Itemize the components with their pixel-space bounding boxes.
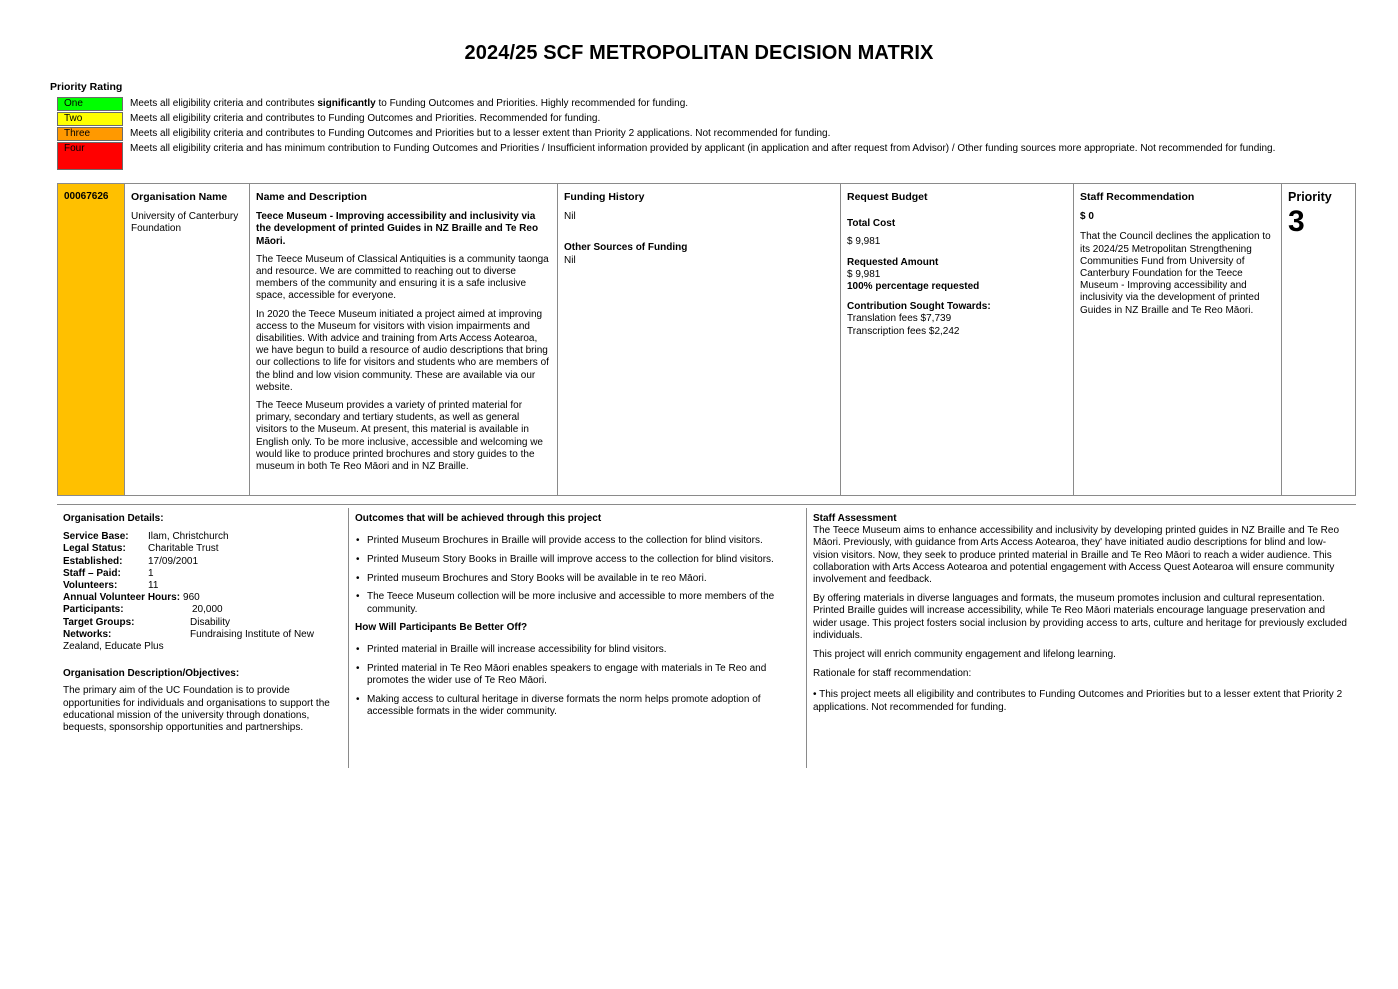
- staff-recommendation-cell: [1074, 184, 1282, 495]
- priority-cell: [1282, 184, 1355, 495]
- priority-description: Meets all eligibility criteria and contributes significantly to Funding Outcomes and Priorities. Highly recommended for funding.: [130, 98, 689, 109]
- detail-volunteers: Volunteers: 11: [63, 580, 159, 592]
- objectives-text: The primary aim of the UC Foundation is to provide opportunities for individuals and organisations to support the educational mission of the university through donations, bequests, sponsorship opportunities and partnerships.: [63, 685, 330, 734]
- priority-swatch-four: Four: [57, 142, 123, 170]
- organisation-details-heading: Organisation Details:: [63, 513, 164, 524]
- application-id-cell: [58, 184, 125, 495]
- requested-amount-value: $ 9,981: [847, 268, 881, 280]
- staff-assessment-heading: Staff Assessment: [813, 513, 897, 524]
- better-off-list: [355, 644, 800, 718]
- outcomes-heading: Outcomes that will be achieved through this project: [355, 513, 602, 524]
- outcomes-section: [349, 508, 807, 768]
- better-off-heading: How Will Participants Be Better Off?: [355, 622, 528, 634]
- other-sources-header: Other Sources of Funding: [564, 242, 688, 254]
- priority-description: Meets all eligibility criteria and has minimum contribution to Funding Outcomes and Priorities / Insufficient information provided by applicant (in application and after request from Advisor) / Other funding sources more appropriate. Not recommended for funding.: [130, 143, 1276, 154]
- detail-target-groups: Target Groups: Disability: [63, 616, 231, 628]
- rationale-item: • This project meets all eligibility and contributes to Funding Outcomes and Priorities but to a lesser extent that Priority 2 applications. Not recommended for funding.: [813, 689, 1343, 713]
- request-budget-header: Request Budget: [847, 191, 928, 203]
- application-table: [57, 183, 1356, 496]
- requested-amount-label: Requested Amount: [847, 256, 939, 268]
- priority-description: Meets all eligibility criteria and contributes to Funding Outcomes and Priorities but to a lesser extent than Priority 2 applications. Not recommended for funding.: [130, 128, 831, 139]
- application-id: 00067626: [64, 191, 109, 202]
- assessment-paragraph: By offering materials in diverse languages and formats, the museum promotes inclusion and cultural representation. Printed Braille guides will increase accessibility, while Te Reo Māori materials encourage language preservation and wider usage. This project fosters social inclusion by providing access to arts, culture and heritage for previously excluded individuals.: [813, 593, 1347, 641]
- staff-recommendation-header: Staff Recommendation: [1080, 191, 1195, 203]
- funding-history-cell: [558, 184, 841, 495]
- detail-staff-paid: Staff – Paid: 1: [63, 567, 154, 579]
- detail-established: Established: 17/09/2001: [63, 555, 199, 567]
- priority-value: 3: [1288, 205, 1305, 239]
- priority-description: Meets all eligibility criteria and contributes to Funding Outcomes and Priorities. Recommended for funding.: [130, 113, 601, 124]
- outcome-item: • Printed museum Brochures and Story Books will be available in te reo Māori.: [367, 573, 800, 585]
- description-paragraph: In 2020 the Teece Museum initiated a project aimed at improving access to the Museum for visitors with vision impairments and disabilities. With advice and training from Arts Access Aotearoa, we have begun to build a resource of audio descriptions that bring our collections to life for visitors and students who are members of the blind and low vision community. These are available via our website.: [256, 308, 549, 393]
- priority-rating-heading: Priority Rating: [50, 81, 123, 93]
- page-title: 2024/25 SCF METROPOLITAN DECISION MATRIX: [464, 42, 934, 64]
- request-budget-cell: [841, 184, 1074, 495]
- detail-networks: Networks: Fundraising Institute of New Zealand, Educate Plus: [63, 628, 314, 653]
- name-description-header: Name and Description: [256, 191, 367, 203]
- outcome-item: • Printed Museum Brochures in Braille will provide access to the collection for blind visitors.: [367, 535, 800, 547]
- funding-history-header: Funding History: [564, 191, 645, 203]
- better-off-item: • Making access to cultural heritage in diverse formats the norm helps promote adoption of accessible formats in the wider community.: [367, 694, 800, 718]
- assessment-paragraph: The Teece Museum aims to enhance accessibility and inclusivity by developing printed guides in NZ Braille and Te Reo Māori. Previously, with guidance from Arts Access Aotearoa, they' have initiated audio descriptions for blind and low-vision visitors. Now, they seek to produce printed material in Braille and Te Reo Māori to reach a wider audience. This collaboration with Arts Access Aotearoa and potential engagement with Access Quest Aotearoa will ensure community involvement and feedback.: [813, 525, 1340, 586]
- contribution-item: Transcription fees $2,242: [847, 325, 960, 337]
- total-cost-label: Total Cost: [847, 218, 896, 230]
- priority-swatch-one: One: [57, 97, 123, 111]
- staff-recommendation-amount: $ 0: [1080, 211, 1094, 223]
- organisation-name: University of Canterbury Foundation: [131, 211, 239, 235]
- description-paragraph: The Teece Museum provides a variety of printed material for primary, secondary and tertiary students, as well as general visitors to the Museum. At present, this material is available in English only. To be more inclusive, accessible and welcoming we would like to produce printed brochures and story guides to the museum in both Te Reo Māori and in NZ Braille.: [256, 400, 543, 473]
- priority-swatch-two: Two: [57, 112, 123, 126]
- contribution-label: Contribution Sought Towards:: [847, 301, 991, 313]
- rationale-label: Rationale for staff recommendation:: [813, 668, 972, 680]
- percentage-requested: 100% percentage requested: [847, 281, 980, 293]
- funding-history-value: Nil: [564, 211, 576, 223]
- outcomes-list: [355, 535, 800, 616]
- priority-swatch-three: Three: [57, 127, 123, 141]
- detail-volunteer-hours: Annual Volunteer Hours: 960: [63, 592, 200, 604]
- description-paragraph: The Teece Museum of Classical Antiquities is a community taonga and resource. We are committed to reaching out to diverse members of the community and ensuring it is a safe inclusive space, accessible for everyone.: [256, 253, 549, 302]
- better-off-item: • Printed material in Te Reo Māori enables speakers to engage with materials in Te Reo and promotes the wider use of Te Reo Māori.: [367, 663, 800, 687]
- name-description-cell: [250, 184, 558, 495]
- organisation-cell: [125, 184, 250, 495]
- section-divider: [57, 504, 1356, 505]
- other-sources-value: Nil: [564, 254, 576, 266]
- staff-recommendation-text: That the Council declines the application to its 2024/25 Metropolitan Strengthening Communities Fund from University of Canterbury Foundation for the Teece Museum - Improving accessibility and inclusivity via the development of printed Guides in NZ Braille and Te Reo Māori.: [1080, 231, 1271, 316]
- objectives-heading: Organisation Description/Objectives:: [63, 668, 240, 680]
- priority-header: Priority: [1288, 190, 1332, 204]
- outcome-item: • The Teece Museum collection will be more inclusive and accessible to more members of the community.: [367, 591, 800, 615]
- outcome-item: • Printed Museum Story Books in Braille will improve access to the collection for blind visitors.: [367, 554, 800, 566]
- organisation-details-section: [57, 508, 349, 768]
- better-off-item: • Printed material in Braille will increase accessibility for blind visitors.: [367, 644, 800, 656]
- contribution-item: Translation fees $7,739: [847, 313, 952, 325]
- organisation-name-header: Organisation Name: [131, 191, 228, 203]
- assessment-paragraph: This project will enrich community engagement and lifelong learning.: [813, 649, 1116, 661]
- detail-service-base: Service Base: Ilam, Christchurch: [63, 531, 229, 543]
- project-title: Teece Museum - Improving accessibility and inclusivity via the development of printed Guides in NZ Braille and Te Reo Māori.: [256, 211, 539, 247]
- total-cost-value: $ 9,981: [847, 236, 881, 248]
- staff-assessment-section: [807, 508, 1355, 768]
- detail-participants: Participants: 20,000: [63, 604, 223, 616]
- detail-legal-status: Legal Status: Charitable Trust: [63, 543, 219, 555]
